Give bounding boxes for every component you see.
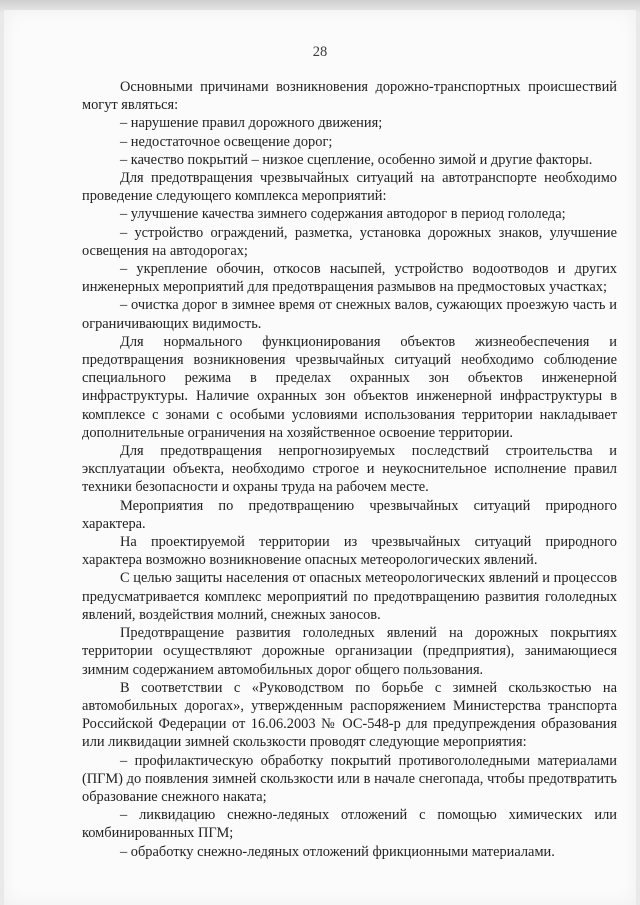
page-body xyxy=(82,78,617,861)
paragraph-population-protection: С целью защиты населения от опасных метеорологических явлений и процессов предусматривается комплекс мероприятий по предотвращению развития гололедных явлений, воздействия молний, снежных заносов. xyxy=(82,570,617,623)
list-item-fences-signs: – устройство ограждений, разметка, установка дорожных знаков, улучшение освещения на автодорогах; xyxy=(82,224,617,259)
page-number: 28 xyxy=(312,44,328,60)
paragraph-1: Основными причинами возникновения дорожно-транспортных происшествий могут являться: xyxy=(82,79,617,114)
paragraph-meteorological-hazards: На проектируемой территории из чрезвычайных ситуаций природного характера возможно возникновение опасных метеорологических явлений. xyxy=(82,534,617,569)
paragraph-safety-rules: Для предотвращения непрогнозируемых последствий строительства и эксплуатации объекта, необходимо строгое и неукоснительное исполнение правил техники безопасности и охраны труда на рабочем месте. xyxy=(82,443,617,496)
document-page xyxy=(4,10,636,905)
list-item-traffic-violations: – нарушение правил дорожного движения; xyxy=(120,115,383,132)
list-item-insufficient-lighting: – недостаточное освещение дорог; xyxy=(120,133,333,150)
list-item-friction-materials: – обработку снежно-ледяных отложений фрикционными материалами. xyxy=(120,843,555,860)
paragraph-winter-slipperiness-guide: В соответствии с «Руководством по борьбе с зимней скользкостью на автомобильных дорогах», утвержденным распоряжением Министерства транспорта Российской Федерации от 16.06.2003 № ОС-548-р для предупреждения образования или ликвидации зимней скользкости проводят следующие мероприятия: xyxy=(82,679,617,751)
paragraph-protection-zones: Для нормального функционирования объектов жизнеобеспечения и предотвращения возникновения чрезвычайных ситуаций необходимо соблюдение специального режима в пределах охранных зон объектов инженерной инфраструктуры. Наличие охранных зон объектов инженерной инфраструктуры в комплексе с зонами с особыми условиями использования территории накладывает дополнительные ограничения на хозяйственное освоение территории. xyxy=(82,333,617,441)
list-item-shoulder-reinforcement: – укрепление обочин, откосов насыпей, устройство водоотводов и других инженерных мероприятий для предотвращения размывов на предмостовых участках; xyxy=(82,261,617,296)
paragraph-measures-intro: Для предотвращения чрезвычайных ситуаций на автотранспорте необходимо проведение следующего комплекса мероприятий: xyxy=(82,170,617,205)
list-item-snow-clearing: – очистка дорог в зимнее время от снежных валов, сужающих проезжую часть и ограничивающих видимость. xyxy=(82,297,617,332)
paragraph-ice-prevention: Предотвращение развития гололедных явлений на дорожных покрытиях территории осуществляют дорожные организации (предприятия), занимающиеся зимним содержанием автомобильных дорог общего пользования. xyxy=(82,625,617,678)
list-item-ice-removal: – ликвидацию снежно-ледяных отложений с помощью химических или комбинированных ПГМ; xyxy=(82,807,617,842)
paragraph-natural-emergencies-heading: Мероприятия по предотвращению чрезвычайных ситуаций природного характера. xyxy=(82,497,617,532)
list-item-preventive-treatment: – профилактическую обработку покрытий противогололедными материалами (ПГМ) до появления зимней скользкости или в начале снегопада, чтобы предотвратить образование снежного наката; xyxy=(82,752,617,805)
list-item-surface-quality: – качество покрытий – низкое сцепление, особенно зимой и другие факторы. xyxy=(120,151,593,168)
list-item-winter-maintenance: – улучшение качества зимнего содержания автодорог в период гололеда; xyxy=(120,206,566,223)
